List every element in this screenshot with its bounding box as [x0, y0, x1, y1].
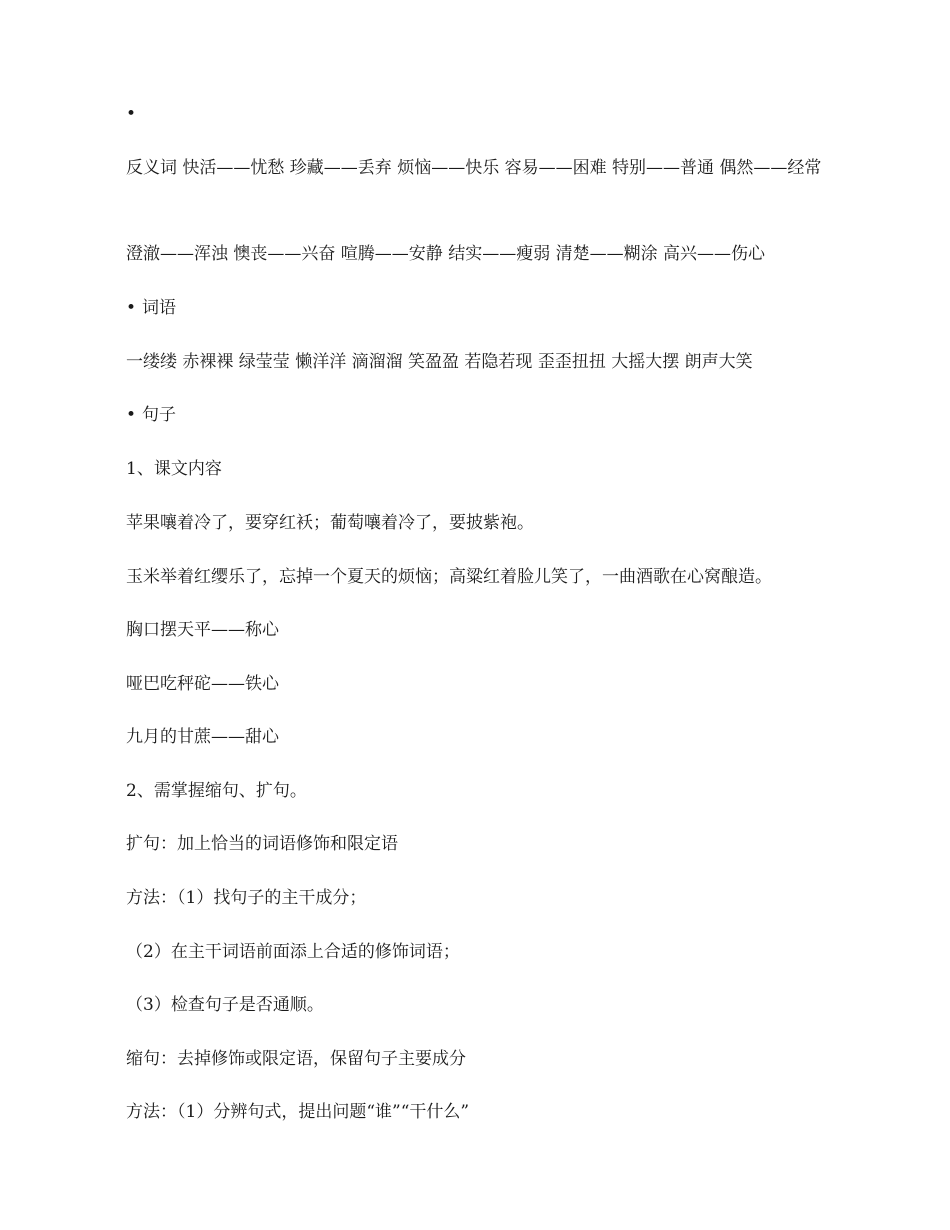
antonyms-paragraph-2: 澄澈——浑浊 懊丧——兴奋 喧腾——安静 结实——瘦弱 清楚——糊涂 高兴——伤心	[126, 244, 766, 264]
text-line-corn-sorghum: 玉米举着红缨乐了，忘掉一个夏天的烦恼；高粱红着脸儿笑了，一曲酒歌在心窝酿造。	[126, 567, 772, 587]
sentences-heading	[126, 398, 866, 432]
text-line-xiehouyu-3: 九月的甘蔗——甜心	[126, 727, 279, 747]
words-heading-text: 词语	[142, 298, 177, 318]
bullet-icon: •	[126, 298, 137, 318]
text-line-expand-def: 扩句：加上恰当的词语修饰和限定语	[126, 834, 398, 854]
bullet-icon: •	[126, 104, 137, 124]
sentences-heading-text: 句子	[142, 405, 177, 425]
bullet-empty	[126, 97, 866, 131]
text-line-section-2: 2、需掌握缩句、扩句。	[126, 781, 307, 801]
bullet-icon: •	[126, 405, 137, 425]
words-heading	[126, 291, 866, 325]
text-line-shrink-def: 缩句：去掉修饰或限定语，保留句子主要成分	[126, 1049, 466, 1069]
text-line-xiehouyu-1: 胸口摆天平——称心	[126, 620, 279, 640]
text-line-shrink-method-1: 方法：（1）分辨句式，提出问题“谁”“干什么”	[126, 1102, 470, 1122]
antonyms-paragraph-1: 反义词 快活——忧愁 珍藏——丢弃 烦恼——快乐 容易——困难 特别——普通 偶然——经常	[126, 158, 822, 178]
text-line-expand-method-1: 方法：（1）找句子的主干成分；	[126, 888, 367, 908]
text-line-expand-method-2: （2）在主干词语前面添上合适的修饰词语；	[126, 942, 460, 962]
text-line-section-1: 1、课文内容	[126, 459, 222, 479]
text-line-apple-grape: 苹果嚷着冷了，要穿红袄；葡萄嚷着冷了，要披紫袍。	[126, 513, 534, 533]
text-line-xiehouyu-2: 哑巴吃秤砣——铁心	[126, 674, 279, 694]
words-paragraph: 一缕缕 赤裸裸 绿莹莹 懒洋洋 滴溜溜 笑盈盈 若隐若现 歪歪扭扭 大摇大摆 朗声大笑	[126, 352, 753, 372]
text-line-expand-method-3: （3）检查句子是否通顺。	[126, 995, 324, 1015]
